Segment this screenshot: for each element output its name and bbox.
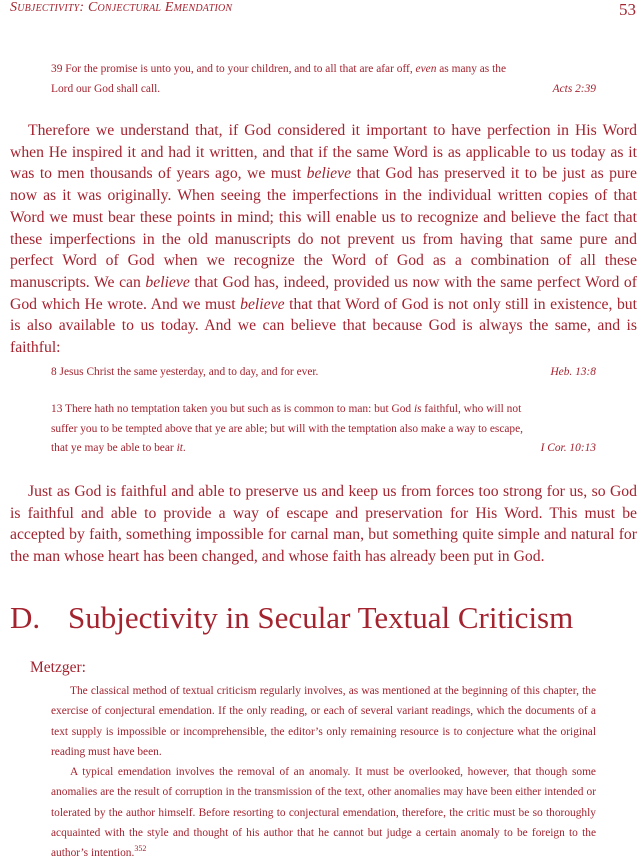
- body-paragraph: Just as God is faithful and able to preserve us and keep us from forces too strong for us, so God is faithful and able to provide a way of escape and preservation for His Word. This must be accepted by faith, something impossible for carnal man, but something quite simple and natural for the man whose heart has been changed, and whose faith has already been put in God.: [10, 483, 637, 566]
- scripture-quote-corinthians: [51, 400, 596, 459]
- page-number: 53: [619, 0, 636, 19]
- quote-line: 39 For the promise is unto you, and to your children, and to all that are afar off, even as many as the: [51, 63, 506, 75]
- footnote-marker: 352: [134, 844, 147, 854]
- quote-line: 13 There hath no temptation taken you but such as is common to man: but God is faithful, who will not: [51, 403, 522, 415]
- scripture-reference: I Cor. 10:13: [540, 442, 596, 454]
- scripture-quote-acts: [51, 60, 596, 99]
- scripture-reference: Heb. 13:8: [550, 366, 596, 378]
- body-paragraph: Therefore we understand that, if God considered it important to have perfection in His Word when He inspired it and had it written, and that if the same Word is as applicable to us today as it was to men thousands of years ago, we must believe that God has preserved it to be just as pure now as it was originally. When seeing the imperfections in the individual written copies of that Word we must bear these points in mind; this will enable us to recognize and believe the fact that these imperfections in the old manuscripts do not prevent us from having that same pure and perfect Word of God when we recognize the Word of God as a combination of all these manuscripts. We can believe that God has, indeed, provided us now with the same perfect Word of God which He wrote. And we must believe that that Word of God is not only still in existence, but is also available to us today. And we can believe that because God is always the same, and is faithful:: [10, 122, 637, 357]
- block-quote-paragraph: A typical emendation involves the removal of an anomaly. It must be overlooked, however, that though some anomalies are the result of corruption in the transmission of the text, other anomalies may have been either intended or tolerated by the author himself. Before resorting to conjectural emendation, therefore, the critic must be so thoroughly acquainted with the style and thought of his author that he cannot but judge a certain anomaly to be foreign to the author’s intention.$^{352}$: [51, 766, 596, 860]
- scripture-quote-hebrews: 8 Jesus Christ the same yesterday, and to day, and for ever. Heb. 13:8: [51, 363, 596, 383]
- block-quote-paragraph: The classical method of textual criticism regularly involves, as was mentioned at the beginning of this chapter, the exercise of conjectural emendation. If the only reading, or each of several variant readings, which the documents of a text supply is impossible or incomprehensible, the editor’s only remaining resource is to conjecture what the original reading must have been.: [51, 685, 596, 758]
- section-title: Subjectivity in Secular Textual Criticism: [68, 600, 574, 635]
- quote-line: Lord our God shall call. Acts 2:39: [51, 80, 596, 100]
- page-header: [10, 0, 636, 22]
- quote-line: that ye may be able to bear it. I Cor. 10:13: [51, 439, 596, 459]
- quote-author-label: Metzger:: [30, 659, 86, 676]
- scripture-reference: Acts 2:39: [552, 82, 596, 95]
- quote-line: suffer you to be tempted above that ye are able; but will with the temptation also make a way to escape,: [51, 422, 524, 435]
- section-letter: D.: [10, 600, 41, 635]
- block-quote: [51, 681, 596, 864]
- section-heading: [10, 600, 573, 636]
- running-head: Subjectivity: Conjectural Emendation: [10, 0, 233, 15]
